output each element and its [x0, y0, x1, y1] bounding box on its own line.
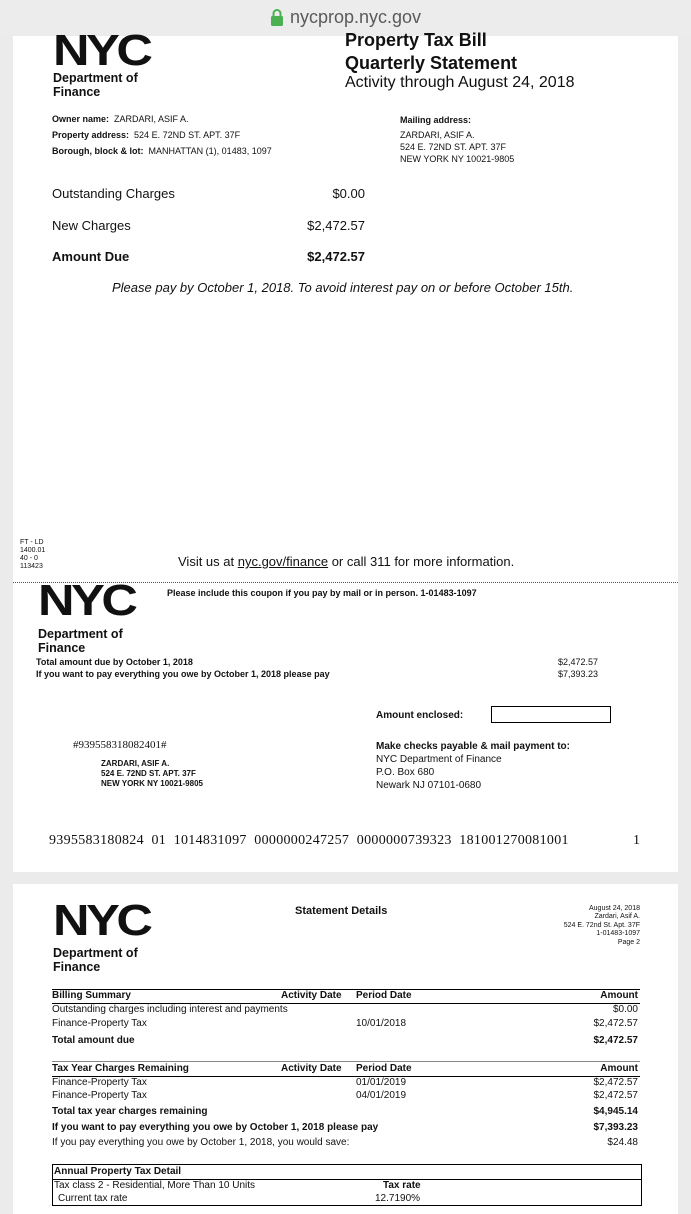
remaining-activity-date-header: Activity Date	[281, 1063, 342, 1074]
details-dept-line1: Department of	[53, 946, 138, 960]
nyc-logo-wordmark: NYC	[53, 26, 150, 75]
details-corner-block	[493, 905, 640, 947]
corner-line-5: Page 2	[617, 938, 640, 946]
coupon-nyc-logo: NYC	[38, 576, 135, 625]
visit-suffix: or call 311 for more information.	[328, 554, 515, 569]
remaining-row-1-period: 01/01/2019	[356, 1077, 407, 1088]
remaining-payall-label: If you want to pay everything you owe by October 1, 2018 please pay	[52, 1122, 379, 1133]
url-text: nycprop.nyc.gov	[289, 6, 422, 27]
amount-enclosed-field[interactable]	[491, 706, 611, 723]
billing-row-2-period: 10/01/2018	[356, 1018, 407, 1029]
amount-enclosed-label: Amount enclosed:	[376, 710, 464, 721]
coupon-addr-line-3: NEW YORK NY 10021-9805	[101, 779, 203, 788]
remaining-row-2-desc: Finance-Property Tax	[52, 1090, 147, 1101]
checks-line-2: P.O. Box 680	[376, 767, 435, 778]
billing-period-date-header: Period Date	[356, 990, 412, 1001]
remaining-period-date-header: Period Date	[356, 1063, 412, 1074]
mailing-line-1: ZARDARI, ASIF A.	[400, 130, 475, 140]
bill-subtitle: Quarterly Statement	[345, 53, 518, 73]
coupon-dept-line1: Department of	[38, 627, 123, 641]
activity-date: Activity through August 24, 2018	[345, 74, 575, 91]
bill-title: Property Tax Bill	[345, 30, 487, 50]
coupon-total-due-value: $2,472.57	[557, 657, 598, 667]
form-code-1: FT - LD	[20, 539, 44, 546]
form-codes	[20, 539, 45, 571]
annual-row-2-label: Current tax rate	[58, 1193, 128, 1204]
outstanding-label: Outstanding Charges	[52, 186, 175, 201]
remaining-row-2-period: 04/01/2019	[356, 1090, 407, 1101]
visit-prefix: Visit us at	[178, 554, 238, 569]
billing-total-label: Total amount due	[52, 1035, 135, 1046]
property-address-row	[52, 130, 240, 140]
remaining-row-1-desc: Finance-Property Tax	[52, 1077, 147, 1088]
owner-value: ZARDARI, ASIF A.	[114, 114, 189, 124]
outstanding-value: $0.00	[332, 186, 365, 201]
annual-header: Annual Property Tax Detail	[54, 1166, 182, 1177]
barcode-id: #939558318082401#	[73, 739, 167, 751]
remaining-save-label: If you pay everything you owe by October 1, 2018, you would save:	[52, 1137, 350, 1148]
lock-icon	[270, 9, 284, 26]
checks-payable-label: Make checks payable & mail payment to:	[376, 741, 570, 752]
finance-link[interactable]: nyc.gov/finance	[237, 554, 329, 569]
bbl-label: Borough, block & lot:	[52, 146, 144, 156]
bill-page-1	[13, 26, 678, 872]
new-charges-label: New Charges	[52, 218, 131, 233]
coupon-addr-line-2: 524 E. 72ND ST. APT. 37F	[101, 769, 196, 778]
statement-details-title: Statement Details	[295, 905, 388, 917]
billing-amount-header: Amount	[600, 990, 638, 1001]
details-dept-line2: Finance	[53, 960, 101, 974]
form-code-3: 40 - 0	[20, 555, 38, 563]
remaining-total-value: $4,945.14	[593, 1106, 638, 1117]
checks-line-3: Newark NJ 07101-0680	[376, 780, 482, 791]
coupon-dept-line2: Finance	[38, 641, 86, 655]
coupon-total-due-label: Total amount due by October 1, 2018	[36, 657, 193, 667]
billing-row-1-amount: $0.00	[612, 1004, 638, 1015]
corner-line-1: August 24, 2018	[589, 905, 640, 912]
mailing-line-2: 524 E. 72ND ST. APT. 37F	[400, 142, 507, 152]
scanline: 9395583180824 01 1014831097 0000000247257 0000000739323 181001270081001	[49, 833, 569, 848]
bbl-value: MANHATTAN (1), 01483, 1097	[148, 146, 272, 156]
billing-activity-date-header: Activity Date	[281, 990, 342, 1001]
billing-row-1-desc: Outstanding charges including interest and payments	[52, 1004, 288, 1015]
remaining-header: Tax Year Charges Remaining	[52, 1063, 189, 1074]
checks-line-1: NYC Department of Finance	[376, 754, 502, 765]
coupon-pay-all-value: $7,393.23	[557, 669, 598, 679]
coupon-instruction: Please include this coupon if you pay by mail or in person. 1-01483-1097	[167, 588, 477, 598]
annual-row-1-right: Tax rate	[383, 1180, 421, 1191]
annual-row-1-label: Tax class 2 - Residential, More Than 10 Units	[54, 1180, 256, 1191]
logo-dept-line2: Finance	[53, 85, 101, 99]
corner-line-2: Zardari, Asif A.	[594, 913, 640, 921]
billing-total-value: $2,472.57	[593, 1035, 638, 1046]
billing-row-2-amount: $2,472.57	[593, 1018, 638, 1029]
address-label: Property address:	[52, 130, 130, 140]
mailing-line-3: NEW YORK NY 10021-9805	[400, 154, 515, 164]
statement-details-page	[13, 884, 678, 1214]
annual-row-2-right: 12.7190%	[375, 1193, 421, 1204]
billing-row-2-desc: Finance-Property Tax	[52, 1018, 147, 1029]
remaining-save-value: $24.48	[607, 1137, 638, 1148]
scanline-end: 1	[633, 833, 641, 848]
details-nyc-logo: NYC	[53, 896, 150, 945]
corner-line-4: 1-01483-1097	[596, 930, 640, 938]
address-value: 524 E. 72ND ST. APT. 37F	[134, 130, 241, 140]
logo-dept-line1: Department of	[53, 71, 138, 85]
amount-due-value: $2,472.57	[307, 249, 365, 264]
amount-due-label: Amount Due	[52, 249, 130, 264]
remaining-row-2-amount: $2,472.57	[593, 1090, 638, 1101]
owner-label: Owner name:	[52, 114, 110, 124]
coupon-addr-line-1: ZARDARI, ASIF A.	[101, 759, 170, 768]
billing-summary-header: Billing Summary	[52, 990, 131, 1001]
remaining-top-rule	[52, 1061, 640, 1062]
form-code-4: 113423	[20, 563, 43, 571]
owner-row	[52, 114, 189, 124]
coupon-pay-all-label: If you want to pay everything you owe by October 1, 2018 please pay	[36, 669, 330, 679]
remaining-payall-value: $7,393.23	[593, 1122, 638, 1133]
pay-by-note: Please pay by October 1, 2018. To avoid interest pay on or before October 15th.	[112, 280, 574, 295]
new-charges-value: $2,472.57	[307, 218, 365, 233]
corner-line-3: 524 E. 72nd St. Apt. 37F	[563, 921, 640, 929]
remaining-amount-header: Amount	[600, 1063, 638, 1074]
mailing-label: Mailing address:	[400, 115, 472, 125]
bbl-row	[52, 146, 272, 156]
billing-summary-top-rule	[52, 989, 640, 1003]
remaining-total-label: Total tax year charges remaining	[52, 1106, 208, 1117]
remaining-row-1-amount: $2,472.57	[593, 1077, 638, 1088]
form-code-2: 1400.01	[20, 547, 46, 555]
visit-line	[178, 554, 514, 569]
